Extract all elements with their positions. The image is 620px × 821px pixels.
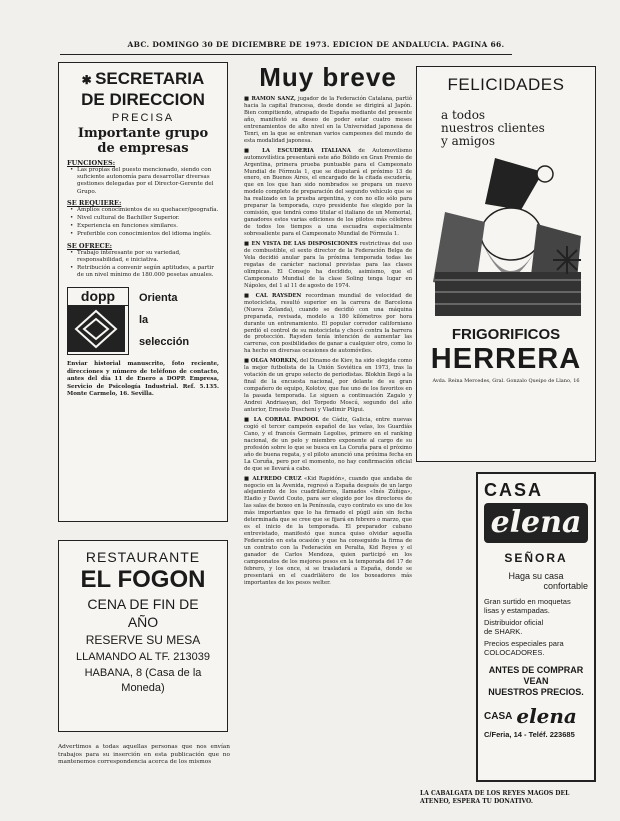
page-header: [0, 0, 620, 58]
fogon-line2: AÑO: [127, 614, 159, 630]
elena-line1: Haga su casa: [508, 571, 564, 581]
fogon-line1: CENA DE FIN DE: [87, 596, 199, 612]
fogon-address-2: Moneda): [121, 682, 165, 694]
ofrece-heading: SE OFRECE:: [67, 241, 113, 250]
elena-logo: elena: [484, 503, 588, 543]
requiere-heading: SE REQUIERE:: [67, 198, 122, 207]
herrera-ad: [416, 66, 596, 462]
santa-claus-illustration: [425, 152, 587, 320]
casa-label: CASA: [484, 480, 544, 500]
elena-footer-logo: CASA elena: [484, 704, 577, 728]
cabalgata-notice: LA CABALGATA DE LOS REYES MAGOS DEL ATENEO, ESPERA TU DONATIVO.: [420, 790, 570, 805]
list-item: • Experiencia en funciones similares.: [77, 223, 219, 230]
snowflake-icon: [553, 246, 581, 274]
elena-line2: confortable: [543, 581, 588, 591]
muy-breve-items: [244, 96, 412, 587]
fogon-phone: LLAMANDO AL TF. 213039: [76, 651, 210, 663]
restaurante-label: RESTAURANTE: [85, 549, 201, 565]
header-line: ABC. DOMINGO 30 DE DICIEMBRE DE 1973. EDICION DE ANDALUCIA. PAGINA 66.: [127, 40, 505, 49]
fogon-address: HABANA, 8 (Casa de la: [84, 667, 202, 679]
secretaria-subtitle: Importante grupo de empresas: [77, 126, 209, 156]
funciones-heading: FUNCIONES:: [67, 159, 116, 167]
fogon-ad: [58, 540, 228, 732]
news-item: ■ EN VISTA DE LAS DISPOSICIONES restrictivas del uso de combustible, el sexto director de la Federación Belga de Vela decidió anular para la próxima temporada todas las regatas de carácter nacional previstas para las clases olímpicas. El Consejo ha decidido, asimismo, que el Campeonato Mundial de la clase Soling tenga lugar en Nápoles, del 1 al 11 de agosto de 1974.: [244, 241, 412, 289]
secretaria-title: ✱ SECRETARIA DE DIRECCION: [81, 69, 205, 109]
elena-line8: COLOCADORES.: [484, 648, 545, 657]
bullet-icon: ■: [244, 358, 251, 365]
bullet-icon: ■: [244, 147, 263, 154]
elena-address: C/Feria, 14 - Teléf. 223685: [484, 730, 575, 739]
list-item: • Preferible con conocimientos del idioma inglés.: [77, 231, 219, 238]
casa-elena-ad: [476, 472, 596, 782]
elena-line4: lisas y estampadas.: [484, 606, 550, 615]
elena-line6: de SHARK.: [484, 627, 523, 636]
dopp-block: [67, 287, 219, 355]
list-item: • Nivel cultural de Bachiller Superior.: [77, 215, 219, 222]
herrera-brand: HERRERA: [430, 343, 582, 375]
list-item: • Trabajo interesante por su variedad, responsabilidad, e iniciativa.: [77, 250, 219, 264]
senora-label: SEÑORA: [504, 551, 568, 565]
list-item: • Amplios conocimientos de su quehacer/geografía.: [77, 207, 219, 214]
news-item: ■ LA CORRAL PADOOL de Cádiz, Galicia, entre nuevas cogió el tercer campeón español de las velas, los Guardiás Cano, y el francés Germain Legoliss, primero en el ranking nacional, de un pelo y miembro exponente al cargo de su profesión sobre lo que se busca en La Coruña para el próximo año de buena regata, y el piloto anunció una próxima fecha en La Coruña, pero por el momento, no hay confirmación oficial de que se llevará a cabo.: [244, 416, 412, 472]
header-rule: [60, 54, 512, 55]
list-item: • Las propias del puesto mencionado, siendo con suficiente autonomía para desarrollar diversas gestiones delegadas por el Director-Gerente del Grupo.: [77, 167, 219, 196]
ofrece-list: [67, 250, 219, 280]
elena-line5: Distribuidor oficial: [484, 618, 544, 627]
dopp-logo: [67, 287, 129, 355]
felicidades-title: FELICIDADES: [447, 75, 565, 94]
elena-line3: Gran surtido en moquetas: [484, 597, 571, 606]
diamond-logo-icon: [68, 306, 125, 352]
requiere-list: [67, 207, 219, 239]
elena-line7: Precios especiales para: [484, 639, 564, 648]
fogon-line3: RESERVE SU MESA: [85, 633, 201, 647]
fogon-name: EL FOGON: [80, 566, 206, 593]
muy-breve-column: [244, 62, 412, 812]
frigorificos-label: FRIGORIFICOS: [451, 326, 561, 343]
news-item: ■ ALFREDO CRUZ «Kid Rapidón», cuando que andaba de negocio en la Avenida, regresó a España después de un largo alejamiento de los cuadriláteros, llamados «Inés Zúñiga», Eladio y David Couto, para ser elegido por los directores de las salas de boxeo en la Península, cuyo contrato es uno de los más importantes que lo ha firmado el púgil aún sin fecha determinada que se cree que se fijará en febrero o marzo, que es el inicio de la temporada. El preparador cubano entrevistado, manifestó que nunca quiso olvidar aquella Federación en esta ocasión y que ha conseguido la firma de un contrato con la Federación en Peralta, Kid Reyes y el ganador de Carlos Mendoza, quien participó en los campeonatos de los mejores pesos en la temporada del 17 de febrero, y los once, si se trasladará a España, donde se presentará en el cuadrilátero de los boxeadores más importantes de los pesos welter.: [244, 475, 412, 586]
dopp-logo-text: dopp: [68, 288, 128, 306]
secretaria-footer: Enviar historial manuscrito, foto reciente, direcciones y número de teléfono de contacto, antes del día 11 de Enero a DOPP. Empresa, Servicio de Psicología Industrial. Ref. 5.135. Monte Carmelo, 16. Sevilla.: [67, 361, 219, 398]
bullet-icon: ■: [244, 292, 256, 299]
muy-breve-title: Muy breve: [259, 62, 397, 92]
bullet-icon: ■: [244, 241, 252, 248]
orienta-text: Orienta la selección: [139, 292, 190, 349]
asterisk-icon: ✱: [81, 73, 96, 87]
bullet-icon: ■: [244, 96, 252, 102]
news-item: ■ RAMON SANZ, jugador de la Federación Catalana, partió hacia la capital francesa, desde donde se dirigirá al Japón. Bien compitiendo, atrapado de España mediante del presente año, manifestó su deseo de poder estar cuatro meses entrenamientos de alto nivel en la Universidad japonesa de Tenri, en la que se entrenan varios campeones del mundo de esta modalidad japonesa.: [244, 96, 413, 144]
list-item: • Retribución a convenir según aptitudes, a partir de un nivel mínimo de 180.000 pesetas anuales.: [77, 265, 219, 279]
bullet-icon: ■: [244, 416, 254, 423]
news-item: ■ CAL RAYSDEN recordman mundial de velocidad de motocicleta, resultó superior en la carrera de Barcelona (Nueva Zelanda), cuando se decidió con una máquina preparada, revisada, modelo a 180 kilómetros por hora durante un entrenamiento. El popular corredor californiano perdió el control de su motocicleta y chocó contra la barrera de protección. Raysden tenía intención de aumentar las carreras, con posibilidades de ganar a cualquier otro, como lo ha hecho en diversas ocasiones de automóviles.: [244, 292, 412, 355]
bullet-icon: ■: [244, 475, 253, 482]
secretaria-ad: [58, 62, 228, 522]
advertimos-notice: Advertimos a todas aquellas personas que nos envían trabajos para su inserción en esta publicación que no mantenemos correspondencia acerca de los mismos: [58, 744, 230, 766]
herrera-address: Avda. Reina Mercedes, Gral. Gonzalo Queipo de Llano, 16: [432, 378, 580, 384]
precisa-label: PRECISA: [111, 112, 175, 124]
funciones-list: [67, 167, 219, 196]
elena-slogan: ANTES DE COMPRAR VEAN NUESTROS PRECIOS.: [488, 665, 584, 697]
news-item: ■ LA ESCUDERIA ITALIANA de Automovilismo automovilística presentará este año Bólido en Gran Premio de Argentina, primera prueba puntuable para el Campeonato Mundial de Fórmula 1, que se disputará el próximo 13 de enero, en Buenos Aires, el encargado de la citada escudería, que en los que han sido nombrados se prepara un nuevo modelo completo de preparación del segundo vehículo que se ha realizado en la prueba argentina, y con no ello sólo para preparar la temporada, cuyo presidente fue elegido por la comisión, que tendrá como titular el italiano de un Memorial, ganadores estos varias ediciones de los pilotos más célebres de todos los tiempos a una escuadra especialmente sobresaliente para el Campeonato Mundial de Fórmula 1.: [244, 147, 413, 238]
news-item: ■ OLGA MORKIN, del Dinamo de Kiev, ha sido elegida como la mejor futbolista de la Unión Soviética en 1973, tras la votación de un grupo selecto de periodistas. Blokhin llegó a la final de la encuesta nacional, por delante de su gran compañero de equipo, Kolotov, que fue uno de los favoritos en la pasada temporada. Le siguen a continuación Zagalo y Andrei Andriasyan, del Torpedo Moscú, segundo del año anterior, Ernesto Duscheni y Vladimir Pilgui.: [244, 358, 412, 413]
herrera-greeting: a todos nuestros clientes y amigos: [441, 108, 545, 148]
